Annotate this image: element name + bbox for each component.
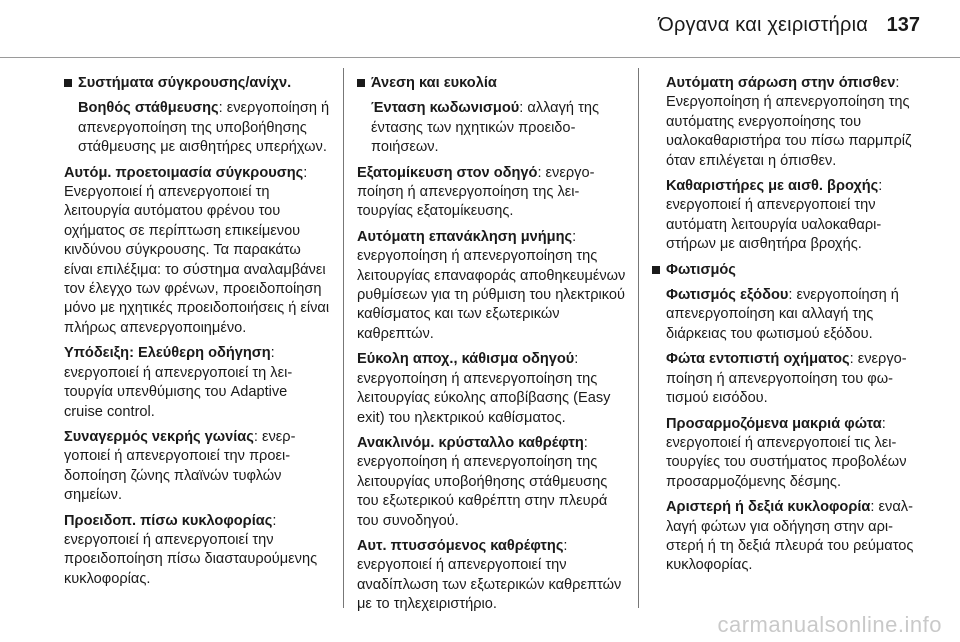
column-3 bbox=[652, 74, 924, 582]
list-item: Ανακλινόμ. κρύσταλλο καθρέφτη: ενεργοποίηση ή απενεργοποίηση της λειτουργίας υποβοήθησης στάθμευσης του εξωτερικού καθρέπτη στην πλευρά του συνοδηγού. bbox=[357, 434, 608, 529]
page-header bbox=[0, 0, 960, 58]
column-divider bbox=[638, 68, 639, 608]
header-title: Όργανα και χειριστήρια bbox=[658, 14, 868, 36]
item-title: Εύκολη αποχ., κάθισμα οδηγού bbox=[357, 351, 575, 368]
section-heading: Συστήματα σύγκρουσης/ανίχν. bbox=[64, 74, 330, 93]
square-bullet-icon bbox=[357, 79, 365, 87]
header-divider bbox=[0, 57, 960, 58]
page-number: 137 bbox=[886, 14, 920, 36]
item-body: ενεργοποιεί ή απενεργοποιεί τις λειτουργίες του συστήματος προβολέων προσαρμοζόμενης δέσμης. bbox=[666, 434, 907, 490]
list-item: Βοηθός στάθμευσης: ενεργοποίηση ή απενεργοποίηση της υποβοήθησης στάθμευσης με αισθητήρες υπερήχων. bbox=[78, 100, 330, 156]
column-2 bbox=[357, 74, 627, 621]
item-body: ενεργοποίηση ή απενεργοποίηση της λειτουργίας εύκολης αποβίβασης (Easy exit) του ηλεκτρικού καθίσματος. bbox=[357, 370, 611, 426]
list-item: Προσαρμοζόμενα μακριά φώτα: ενεργοποιεί ή απενεργοποιεί τις λειτουργίες του συστήματος προβολέων προσαρμοζόμενης δέσμης. bbox=[666, 415, 907, 490]
list-item: Καθαριστήρες με αισθ. βροχής: ενεργοποιεί ή απενεργοποιεί την αυτόματη λειτουργία υαλοκαθαριστήρων με αισθητήρα βροχής. bbox=[666, 178, 883, 253]
list-item: Υπόδειξη: Ελεύθερη οδήγηση: ενεργοποιεί ή απενεργοποιεί τη λειτουργία υπενθύμισης του Adaptive cruise control. bbox=[64, 345, 293, 420]
item-body: εναλλαγή φώτων για οδήγηση στην αριστερή ή τη δεξιά πλευρά του ρεύματος κυκλοφορίας. bbox=[666, 499, 914, 574]
list-item: Ένταση κωδωνισμού: αλλαγή της έντασης των ηχητικών προειδοποιήσεων. bbox=[371, 100, 599, 156]
item-body: Ενεργοποίηση ή απενεργοποίηση της αυτόματης ενεργοποίησης του υαλοκαθαριστήρα του πίσω παρμπρίζ όταν επιλέγεται η όπισθεν. bbox=[666, 94, 912, 169]
item-title: Αυτόμ. προετοιμασία σύγκρουσης bbox=[64, 164, 304, 181]
item-body: ενεργοποίηση ή απενεργοποίηση της υποβοήθησης στάθμευσης με αισθητήρες υπερήχων. bbox=[78, 100, 330, 156]
item-title: Προειδοπ. πίσω κυκλοφορίας bbox=[64, 512, 273, 529]
list-item: Αυτόμ. προετοιμασία σύγκρουσης: Ενεργοποιεί ή απενεργοποιεί τη λειτουργία αυτόματου φρένου του οχήματος σε περίπτωση επικείμενου κινδύνου σύγκρουσης. Τα παρακάτω είναι επιλέξιμα: το σύστημα αναλαμβάνει τον έλεγχο των φρένων, προειδοποίηση μόνο με ηχητικές προειδοποιήσεις ή είναι πλήρως απενεργοποιημένο. bbox=[64, 164, 330, 336]
item-title: Εξατομίκευση στον οδηγό bbox=[357, 164, 538, 181]
item-title: Υπόδειξη: Ελεύθερη οδήγηση bbox=[64, 345, 271, 362]
item-title: Ανακλινόμ. κρύσταλλο καθρέφτη bbox=[357, 434, 584, 451]
item-body: ενεργοποιεί ή απενεργοποιεί την αυτόματη λειτουργία υαλοκαθαριστήρων με αισθητήρα βροχής. bbox=[666, 197, 882, 253]
item-title: Καθαριστήρες με αισθ. βροχής bbox=[666, 178, 879, 195]
item-body: ενεργοποίηση ή απενεργοποίηση του φωτισμού εισόδου. bbox=[666, 351, 907, 407]
item-body: ενεργοποιεί ή απενεργοποιεί την προειδοποίηση ζώνης πλαϊνών τυφλών σημείων. bbox=[64, 428, 296, 504]
list-item: Φώτα εντοπιστή οχήματος: ενεργοποίηση ή απενεργοποίηση του φωτισμού εισόδου. bbox=[666, 351, 907, 407]
watermark: carmanualsonline.info bbox=[717, 612, 942, 637]
item-body: αλλαγή της έντασης των ηχητικών προειδοποιήσεων. bbox=[371, 100, 599, 156]
section-heading: Φωτισμός bbox=[652, 261, 924, 280]
item-title: Αριστερή ή δεξιά κυκλοφορία bbox=[666, 499, 871, 516]
list-item: Συναγερμός νεκρής γωνίας: ενεργοποιεί ή απενεργοποιεί την προειδοποίηση ζώνης πλαϊνών τυφλών σημείων. bbox=[64, 428, 296, 504]
item-body: Ενεργοποιεί ή απενεργοποιεί τη λειτουργία αυτόματου φρένου του οχήματος σε περίπτωση επικείμενου κινδύνου σύγκρουσης. Τα παρακάτω είναι επιλέξιμα: το σύστημα αναλαμβάνει τον έλεγχο των φρένων, προειδοποίηση μόνο με ηχητικές προειδοποιήσεις ή είναι πλήρως απενεργοποιημένο. bbox=[64, 184, 330, 336]
list-item: Εύκολη αποχ., κάθισμα οδηγού: ενεργοποίηση ή απενεργοποίηση της λειτουργίας εύκολης αποβίβασης (Easy exit) του ηλεκτρικού καθίσματος. bbox=[357, 351, 611, 426]
list-item: Εξατομίκευση στον οδηγό: ενεργοποίηση ή απενεργοποίηση της λειτουργίας εξατομίκευσης. bbox=[357, 164, 595, 220]
item-title: Φωτισμός εξόδου bbox=[666, 287, 789, 304]
square-bullet-icon bbox=[652, 266, 660, 274]
item-body: ενεργοποίηση ή απενεργοποίηση της λειτουργίας εξατομίκευσης. bbox=[357, 164, 595, 220]
list-item: Αυτ. πτυσσόμενος καθρέφτης: ενεργοποιεί ή απενεργοποιεί την αναδίπλωση των εξωτερικών καθρεπτών με το τηλεχειριστήριο. bbox=[357, 537, 622, 613]
item-body: ενεργοποιεί ή απενεργοποιεί τη λειτουργία υπενθύμισης του Adaptive cruise control. bbox=[64, 364, 293, 420]
column-divider bbox=[343, 68, 344, 608]
item-title: Αυτ. πτυσσόμενος καθρέφτης bbox=[357, 537, 564, 554]
item-body: ενεργοποιεί ή απενεργοποιεί την αναδίπλωση των εξωτερικών καθρεπτών με το τηλεχειριστήριο. bbox=[357, 557, 622, 613]
item-body: ενεργοποίηση ή απενεργοποίηση της λειτουργίας υποβοήθησης στάθμευσης του εξωτερικού καθρέπτη στην πλευρά του συνοδηγού. bbox=[357, 454, 608, 529]
item-title: Φώτα εντοπιστή οχήματος bbox=[666, 351, 850, 368]
list-item: Προειδοπ. πίσω κυκλοφορίας: ενεργοποιεί ή απενεργοποιεί την προειδοποίηση πίσω διασταυρούμενης κυκλοφορίας. bbox=[64, 512, 318, 587]
item-body: ενεργοποιεί ή απενεργοποιεί την προειδοποίηση πίσω διασταυρούμενης κυκλοφορίας. bbox=[64, 531, 318, 587]
item-body: ενεργοποίηση ή απενεργοποίηση και αλλαγή της διάρκειας του φωτισμού εξόδου. bbox=[666, 287, 899, 342]
item-title: Αυτόματη σάρωση στην όπισθεν bbox=[666, 75, 896, 91]
list-item: Αυτόματη επανάκληση μνήμης: ενεργοποίηση ή απενεργοποίηση της λειτουργίας επαναφοράς αποθηκευμένων ρυθμίσεων για τη ρύθμιση του ηλεκτρικού καθίσματος και των εξωτερικών καθρεπτών. bbox=[357, 228, 626, 342]
item-title: Αυτόματη επανάκληση μνήμης bbox=[357, 228, 573, 245]
item-body: ενεργοποίηση ή απενεργοποίηση της λειτουργίας επαναφοράς αποθηκευμένων ρυθμίσεων για τη ρύθμιση του ηλεκτρικού καθίσματος και των εξωτερικών καθρεπτών. bbox=[357, 248, 626, 342]
column-1 bbox=[64, 74, 330, 595]
list-item: Αυτόματη σάρωση στην όπισθεν: Ενεργοποίηση ή απενεργοποίηση της αυτόματης ενεργοποίησης του υαλοκαθαριστήρα του πίσω παρμπρίζ όταν επιλέγεται η όπισθεν. bbox=[666, 75, 912, 169]
item-title: Βοηθός στάθμευσης bbox=[78, 100, 219, 117]
section-heading: Άνεση και ευκολία bbox=[357, 74, 627, 93]
list-item: Φωτισμός εξόδου: ενεργοποίηση ή απενεργοποίηση και αλλαγή της διάρκειας του φωτισμού εξόδου. bbox=[666, 287, 899, 342]
item-title: Συναγερμός νεκρής γωνίας bbox=[64, 428, 254, 445]
item-title: Προσαρμοζόμενα μακριά φώτα bbox=[666, 415, 882, 432]
item-title: Ένταση κωδωνισμού bbox=[371, 100, 520, 117]
square-bullet-icon bbox=[64, 79, 72, 87]
list-item: Αριστερή ή δεξιά κυκλοφορία: εναλλαγή φώτων για οδήγηση στην αριστερή ή τη δεξιά πλευρά του ρεύματος κυκλοφορίας. bbox=[666, 499, 914, 574]
